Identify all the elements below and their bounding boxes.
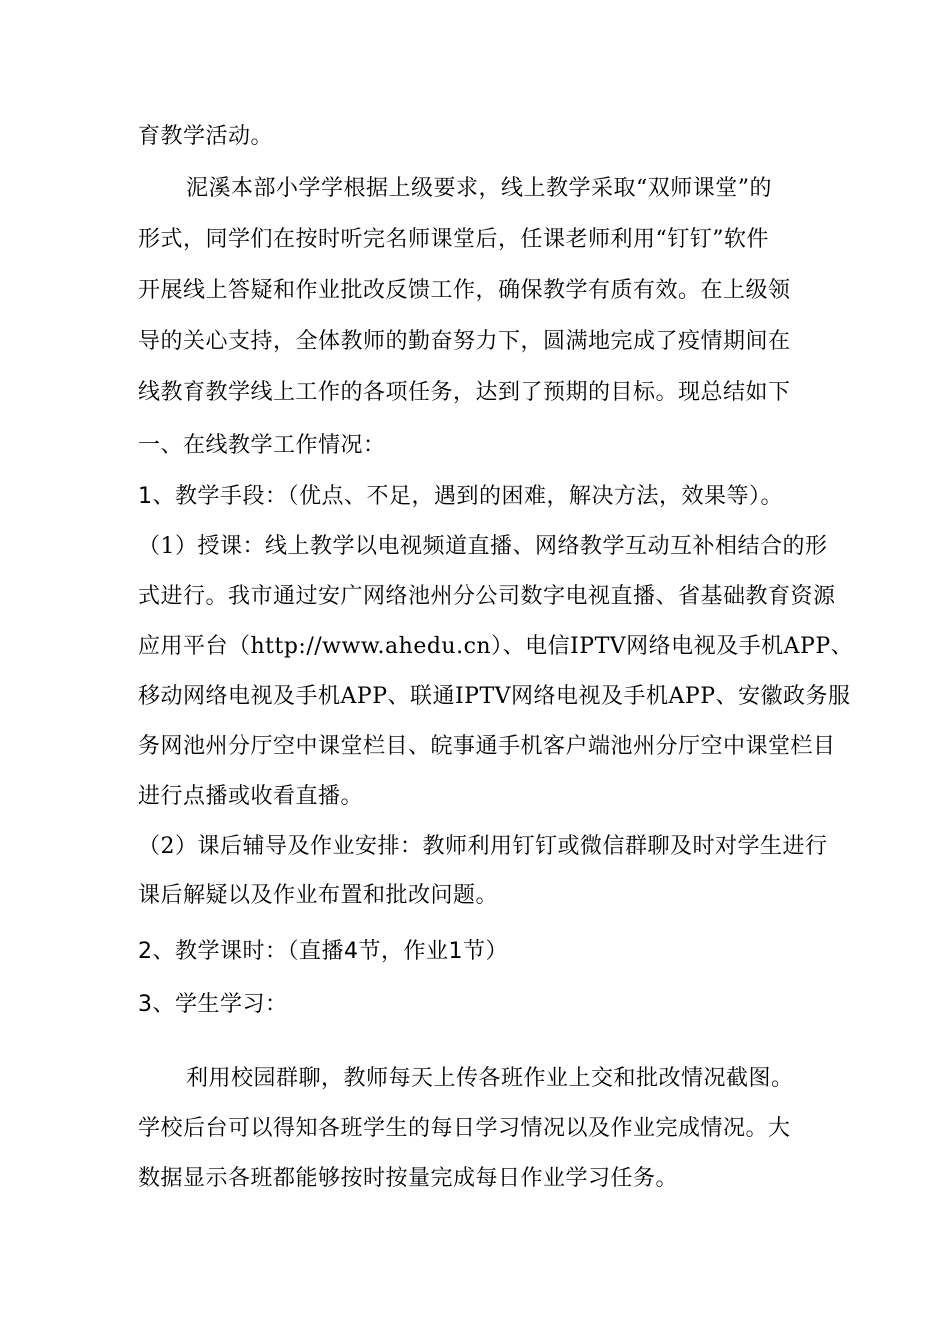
paragraph-line: 导的关心支持，全体教师的勤奋努力下，圆满地完成了疫情期间在 [138,329,791,354]
paragraph-line: 利用校园群聊，教师每天上传各班作业上交和批改情况截图。 [186,1066,794,1091]
paragraph-line: 移动网络电视及手机APP、联通IPTV网络电视及手机APP、安徽政务服 [138,684,851,709]
paragraph-line: 育教学活动。 [138,124,274,149]
paragraph-line: 开展线上答疑和作业批改反馈工作，确保教学有质有效。在上级领 [138,278,791,303]
paragraph-line: 形式，同学们在按时听完名师课堂后，任课老师利用“钉钉”软件 [138,227,769,252]
paragraph-line: （2）课后辅导及作业安排：教师利用钉钉或微信群聊及时对学生进行 [138,834,828,859]
paragraph-line: 学校后台可以得知各班学生的每日学习情况以及作业完成情况。大 [138,1116,791,1141]
paragraph-line: 课后解疑以及作业布置和批改问题。 [138,883,499,908]
section-heading: 一、在线教学工作情况： [138,433,386,458]
paragraph-line: 进行点播或收看直播。 [138,784,364,809]
paragraph-line: 线教育教学线上工作的各项任务，达到了预期的目标。现总结如下 [138,380,791,405]
paragraph-line: 数据显示各班都能够按时按量完成每日作业学习任务。 [138,1166,679,1191]
paragraph-line: （1）授课：线上教学以电视频道直播、网络教学互动互补相结合的形 [138,534,828,559]
subsection-heading: 2、教学课时：（直播4节，作业1节） [138,939,508,964]
subsection-heading: 1、教学手段：（优点、不足，遇到的困难，解决方法，效果等）。 [138,484,783,509]
paragraph-line: 式进行。我市通过安广网络池州分公司数字电视直播、省基础教育资源 [138,584,836,609]
paragraph-line: 应用平台（http://www.ahedu.cn）、电信IPTV网络电视及手机APP、 [138,634,854,659]
subsection-heading: 3、学生学习： [138,992,288,1017]
paragraph-line: 务网池州分厅空中课堂栏目、皖事通手机客户端池州分厅空中课堂栏目 [138,734,836,759]
paragraph-line: 泥溪本部小学学根据上级要求，线上教学采取“双师课堂”的 [186,176,772,201]
